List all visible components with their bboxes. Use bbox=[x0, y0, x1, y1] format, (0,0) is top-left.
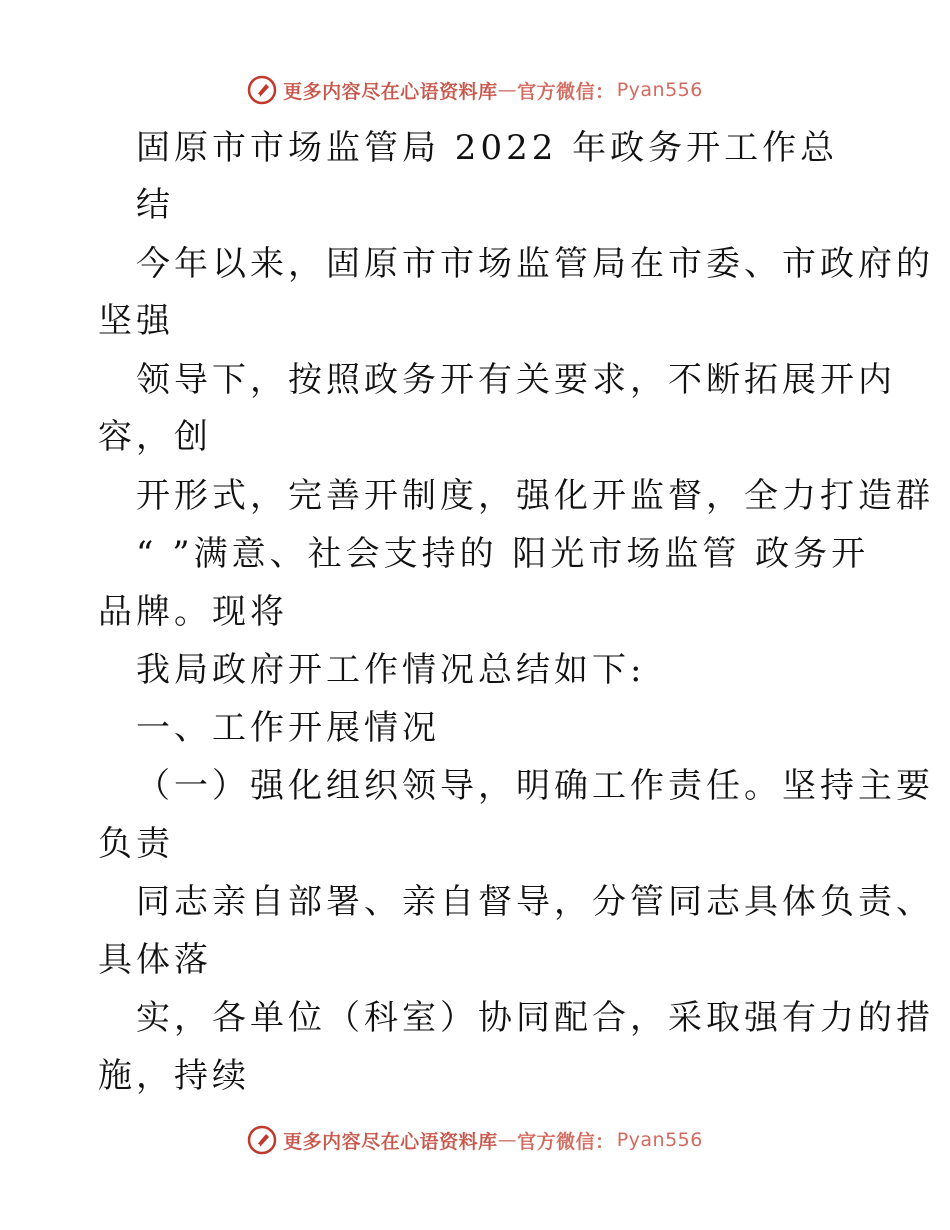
paragraph-line: 品牌。现将 bbox=[98, 592, 288, 632]
paragraph-line: “ ”满意、社会支持的 阳光市场监管 政务开 bbox=[136, 534, 870, 574]
watermark-dash: — bbox=[497, 1129, 518, 1151]
paragraph-line: 容，创 bbox=[98, 417, 212, 457]
watermark-label: 官方微信： bbox=[517, 1130, 615, 1153]
paragraph-line: 具体落 bbox=[98, 940, 212, 980]
paragraph-line: 坚强 bbox=[98, 301, 174, 341]
paragraph-line: 负责 bbox=[98, 824, 174, 864]
paragraph-line: 实，各单位（科室）协同配合，采取强有力的措 bbox=[136, 998, 934, 1038]
watermark-wechat-id: Pyan556 bbox=[616, 1129, 703, 1151]
watermark-main-text: 更多内容尽在心语资料库 bbox=[283, 1130, 498, 1153]
watermark-label: 官方微信： bbox=[517, 80, 615, 103]
watermark-dash: — bbox=[497, 79, 518, 101]
paragraph-line: 今年以来，固原市市场监管局在市委、市政府的 bbox=[136, 244, 934, 284]
pen-nib-logo-icon bbox=[247, 1125, 277, 1155]
document-title-line-2: 结 bbox=[136, 185, 174, 225]
pen-nib-logo-icon bbox=[247, 75, 277, 105]
document-title-line-1: 固原市市场监管局 2022 年政务开工作总 bbox=[136, 128, 839, 168]
paragraph-line: 我局政府开工作情况总结如下: bbox=[136, 650, 646, 690]
paragraph-line: 同志亲自部署、亲自督导，分管同志具体负责、 bbox=[136, 882, 934, 922]
paragraph-line: 开形式，完善开制度，强化开监督，全力打造群 bbox=[136, 476, 934, 516]
watermark-wechat-id: Pyan556 bbox=[616, 79, 703, 101]
paragraph-line: 施，持续 bbox=[98, 1056, 250, 1096]
header-watermark bbox=[0, 70, 950, 110]
paragraph-line: （一）强化组织领导，明确工作责任。坚持主要 bbox=[136, 766, 934, 806]
section-heading: 一、工作开展情况 bbox=[136, 708, 440, 748]
watermark-main-text: 更多内容尽在心语资料库 bbox=[283, 80, 498, 103]
footer-watermark bbox=[0, 1120, 950, 1160]
paragraph-line: 领导下，按照政务开有关要求，不断拓展开内 bbox=[136, 360, 896, 400]
